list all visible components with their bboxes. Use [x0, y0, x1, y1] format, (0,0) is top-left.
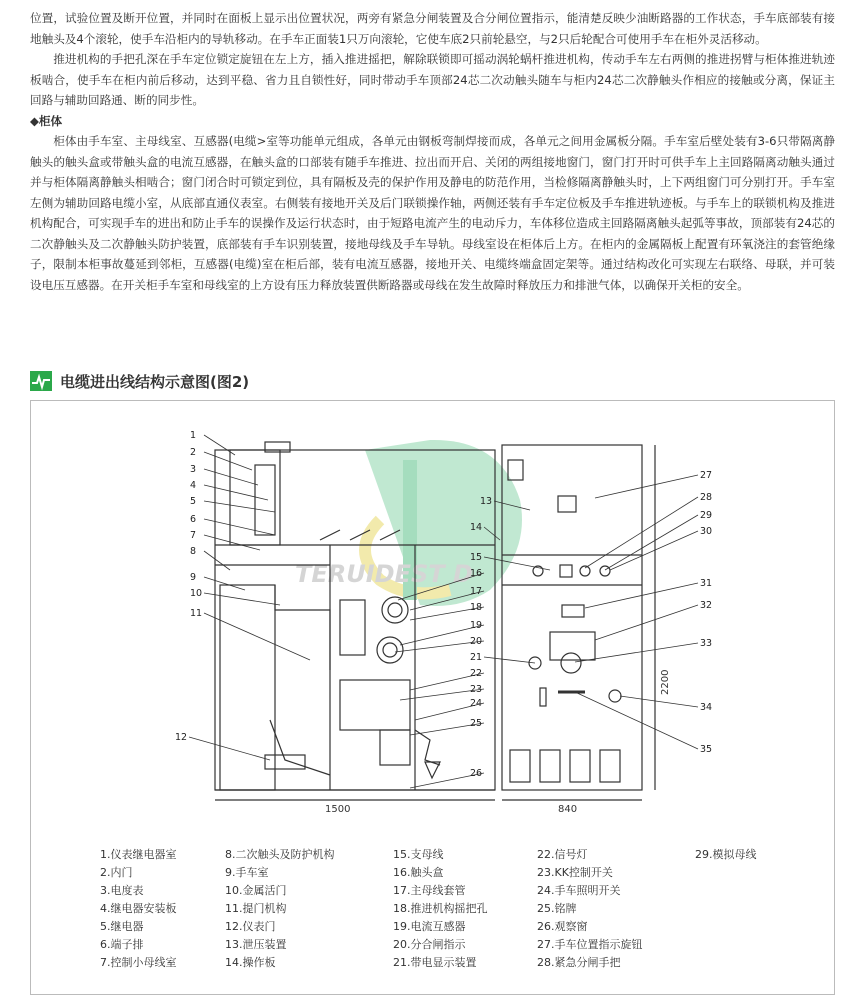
- callout-label: 12: [175, 732, 188, 743]
- legend-column-2: [225, 846, 335, 972]
- callout-label: 16: [470, 568, 483, 579]
- callout-leader-line: [605, 515, 698, 570]
- legend-item: 14.操作板: [225, 956, 276, 969]
- legend-column-5: [695, 846, 757, 864]
- pulse-icon: [30, 371, 52, 391]
- callout-label: 31: [700, 578, 713, 589]
- legend-item: 11.提门机构: [225, 902, 287, 915]
- legend-item: 21.带电显示装置: [393, 956, 477, 969]
- callout-label: 29: [700, 510, 713, 521]
- legend-item: 29.模拟母线: [695, 848, 757, 861]
- legend-item: 13.泄压装置: [225, 938, 287, 951]
- legend-item: 16.触头盒: [393, 866, 444, 879]
- legend-item: 5.继电器: [100, 920, 144, 933]
- legend-item: 9.手车室: [225, 866, 269, 879]
- callout-label: 17: [470, 586, 483, 597]
- callout-label: 4: [190, 480, 197, 491]
- dimension-width-left: 1500: [325, 804, 351, 815]
- description-text: [30, 8, 835, 295]
- section-heading: [30, 370, 249, 392]
- legend-item: 19.电流互感器: [393, 920, 466, 933]
- callout-label: 30: [700, 526, 713, 537]
- callout-leader-line: [204, 485, 268, 500]
- callout-label: 33: [700, 638, 713, 649]
- legend-item: 18.推进机构摇把孔: [393, 902, 488, 915]
- callout-leader-line: [204, 535, 260, 550]
- callout-label: 26: [470, 768, 483, 779]
- legend-item: 28.紧急分闸手把: [537, 956, 621, 969]
- callout-label: 25: [470, 718, 483, 729]
- legend-item: 12.仪表门: [225, 920, 276, 933]
- legend-item: 2.内门: [100, 866, 133, 879]
- callout-leader-line: [204, 577, 245, 590]
- paragraph-1: 位置，试验位置及断开位置，并同时在面板上显示出位置状况，两旁有紧急分闸装置及合分闸位置指示，能清楚反映少油断路器的工作状态，手车底部装有接地触头及4个滚轮，使手车沿柜内的导轨移动。在手车正面装1只万向滚轮，它使车底2只前轮悬空，与2只后轮配合可使用手车在柜外灵活移动。: [30, 11, 835, 46]
- legend-item: 20.分合闸指示: [393, 938, 466, 951]
- callout-label: 8: [190, 546, 197, 557]
- legend-item: 4.继电器安装板: [100, 902, 177, 915]
- paragraph-3: 柜体由手车室、主母线室、互感器(电缆>室等功能单元组成，各单元由钢板弯制焊接而成，各单元之间用金属板分隔。手车室后壁处装有3-6只带隔离静触头的触头盒或带触头盒的电流互感器，在触头盒的口部装有随手车推进、拉出而开启、关闭的两组接地窗门，窗门打开时可供手车上主回路隔离动触头通过并与柜体隔离静触头相啮合；窗门闭合时可锁定到位，具有隔板及壳的保护作用及静电的防范作用，当检修隔离静触头时，上下两组窗门可分别打开。手车室左侧为辅助回路电缆小室，从底部直通仪表室。右侧装有接地开关及后门联锁操作轴，两侧还装有手车定位板及手车推进轨迹板。与手车上的联锁机构及推进机构配合，可实现手车的进出和防止手车的误操作及运行状态时，由于短路电流产生的电动斥力，车体移位造成主回路隔离触头起弧等事故，顶部装有24芯的二次静触头及二次静触头防护装置，底部装有手车识别装置，接地母线及手车导轨。母线室设在柜体后上方。在柜内的金属隔板上配置有环氧浇注的套管绝缘子，限制本柜事故蔓延到邻柜，互感器(电缆)室在柜后部，装有电流互感器，接地开关、电缆终端盒固定架等。通过结构改化可实现左右联络、母联，并可装设电压互感器。在开关柜手车室和母线室的上方设有压力释放装置供断路器或母线在发生故障时释放压力和排泄气体，以确保开关柜的安全。: [30, 134, 835, 292]
- section-title: 电缆进出线结构示意图(图2): [60, 372, 250, 391]
- callout-label: 11: [190, 608, 203, 619]
- legend-item: 17.主母线套管: [393, 884, 466, 897]
- callout-leader-line: [189, 737, 270, 760]
- callout-label: 5: [190, 496, 197, 507]
- callout-leader-line: [484, 657, 535, 663]
- callout-label: 21: [470, 652, 483, 663]
- callout-leader-line: [204, 435, 235, 455]
- callout-leader-line: [575, 692, 698, 749]
- callout-label: 13: [480, 496, 493, 507]
- legend-item: 27.手车位置指示旋钮: [537, 938, 643, 951]
- callout-label: 20: [470, 636, 483, 647]
- dimension-width-right: 840: [558, 804, 578, 815]
- callout-label: 9: [190, 572, 197, 583]
- callout-label: 27: [700, 470, 713, 481]
- legend-item: 22.信号灯: [537, 848, 588, 861]
- legend-item: 24.手车照明开关: [537, 884, 621, 897]
- callout-label: 6: [190, 514, 197, 525]
- callout-label: 14: [470, 522, 483, 533]
- callout-label: 22: [470, 668, 483, 679]
- legend-item: 3.电度表: [100, 884, 144, 897]
- callout-label: 18: [470, 602, 483, 613]
- legend-column-4: [537, 846, 643, 972]
- legend-item: 8.二次触头及防护机构: [225, 848, 335, 861]
- legend-item: 1.仪表继电器室: [100, 848, 177, 861]
- dimension-height: 2200: [660, 669, 671, 695]
- legend-column-1: [100, 846, 177, 972]
- callout-label: 7: [190, 530, 197, 541]
- legend-item: 26.观察窗: [537, 920, 588, 933]
- front-view-cabinet: [502, 445, 655, 800]
- callout-leader-line: [204, 452, 252, 470]
- callout-label: 2: [190, 447, 197, 458]
- bullet-heading: ◆柜体: [30, 113, 63, 128]
- callout-label: 32: [700, 600, 713, 611]
- cable-structure-diagram: [30, 400, 835, 840]
- legend-item: 10.金属活门: [225, 884, 287, 897]
- legend-item: 25.铭牌: [537, 902, 577, 915]
- callout-label: 1: [190, 430, 197, 441]
- legend-item: 15.支母线: [393, 848, 444, 861]
- callout-label: 28: [700, 492, 713, 503]
- callout-leader-line: [620, 696, 698, 707]
- callout-leader-line: [204, 551, 230, 570]
- callout-leader-line: [595, 605, 698, 640]
- callout-label: 15: [470, 552, 483, 563]
- callout-label: 34: [700, 702, 713, 713]
- legend-item: 23.KK控制开关: [537, 866, 613, 879]
- callout-label: 19: [470, 620, 483, 631]
- watermark-text: TERUIDEST D: [295, 560, 473, 588]
- legend-item: 6.端子排: [100, 938, 144, 951]
- legend-item: 7.控制小母线室: [100, 956, 177, 969]
- legend-column-3: [393, 846, 488, 972]
- callout-leader-line: [575, 643, 698, 662]
- callout-leader-line: [610, 531, 698, 570]
- paragraph-2: 推进机构的手把孔深在手车定位锁定旋钮在左上方，插入推进摇把，解除联锁即可摇动涡轮蜗杆推进机构，传动手车左右两侧的推进拐臂与柜体推进轨迹板啮合，使手车在柜内前后移动，达到平稳、省力且自锁性好，同时带动手车顶部24芯二次动触头随车与柜内24芯二次静触头作相应的接触或分离，保证主回路与辅助回路通、断的同步性。: [30, 52, 835, 107]
- callout-leader-line: [204, 469, 258, 485]
- callout-label: 3: [190, 464, 197, 475]
- callout-label: 24: [470, 698, 483, 709]
- callout-leader-line: [595, 475, 698, 498]
- callout-label: 23: [470, 684, 483, 695]
- callout-label: 10: [190, 588, 203, 599]
- callout-label: 35: [700, 744, 713, 755]
